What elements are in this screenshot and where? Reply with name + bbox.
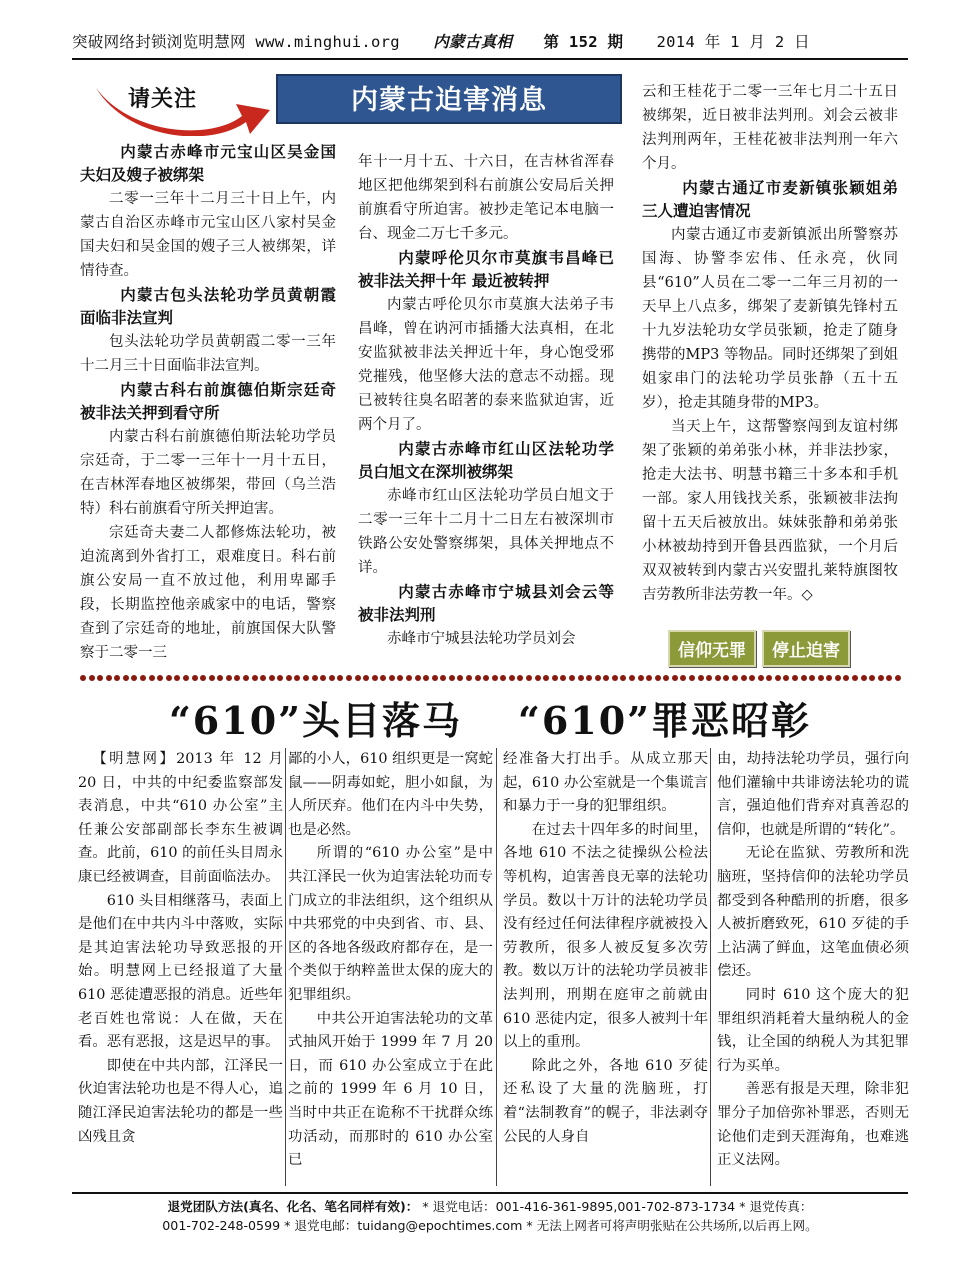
divider-dot bbox=[792, 675, 798, 681]
slogan-badges bbox=[668, 630, 850, 667]
divider-dot bbox=[869, 675, 875, 681]
divider-dot bbox=[663, 675, 669, 681]
divider-dot bbox=[629, 675, 635, 681]
header-date: 2014 年 1 月 2 日 bbox=[656, 33, 810, 51]
divider-dot bbox=[706, 675, 712, 681]
slogan-badge: 信仰无罪 bbox=[668, 630, 756, 667]
divider-dot bbox=[861, 675, 867, 681]
news-paragraph: 宗廷奇夫妻二人都修炼法轮功，被迫流离到外省打工，艰难度日。科右前旗公安局一直不放过他，利用卑鄙手段，长期监控他亲戚家中的电话，警察查到了宗廷奇的地址，前旗国保大队警察于二零一三 bbox=[80, 525, 336, 661]
divider-dot bbox=[294, 675, 300, 681]
divider-dot bbox=[303, 675, 309, 681]
divider-dot bbox=[775, 675, 781, 681]
headline-left: “610”头目落马 bbox=[168, 698, 462, 743]
news-paragraph: 当天上午，这帮警察闯到友谊村绑架了张颖的弟弟张小林，并非法抄家，抢走大法书、明慧书籍三十多本和手机一部。家人用钱找关系，张颖被非法拘留十五天后被放出。妹妹张静和弟弟张小林被劫持到开鲁县西监狱，一个月后双双被转到内蒙古兴安盟扎莱特旗图牧吉劳教所非法劳教一年。◇ bbox=[642, 419, 898, 603]
page-footer bbox=[72, 1192, 908, 1235]
column-divider bbox=[285, 748, 286, 1186]
divider-dot bbox=[475, 675, 481, 681]
divider-dot bbox=[389, 675, 395, 681]
divider-dot bbox=[466, 675, 472, 681]
column-divider bbox=[496, 748, 497, 1186]
news-paragraph: 内蒙古通辽市麦新镇派出所警察苏国海、协警李宏伟、任永亮，伙同县“610”人员在二零一二年三月初的一天早上八点多，绑架了麦新镇先锋村五十九岁法轮功女学员张颖，抢走了随身携带的MP3 等物品。同时还绑架了到姐姐家串门的法轮功学员张静（五十五岁），抢走其随身带的MP3。 bbox=[642, 227, 898, 411]
divider-dot bbox=[457, 675, 463, 681]
divider-dot bbox=[157, 675, 163, 681]
article-headline bbox=[72, 690, 908, 744]
divider-dot bbox=[500, 675, 506, 681]
article-paragraph: 善恶有报是天理，除非犯罪分子加倍弥补罪恶，否则无论他们走到天涯海角，也难逃正义法网。 bbox=[717, 1081, 909, 1169]
divider-dot bbox=[363, 675, 369, 681]
divider-dot bbox=[106, 675, 112, 681]
divider-dot bbox=[140, 675, 146, 681]
article-paragraph: 中共公开迫害法轮功的文革式抽风开始于 1999 年 7 月 20 日，而 610 办公室成立于在此之前的 1999 年 6 月 10 日，当时中共正在诡称不干扰群众练功活动，而那时的 610 办公室已 bbox=[288, 1010, 493, 1169]
footer-line-2: 001-702-248-0599 * 退党电邮：tuidang@epochtimes.com * 无法上网者可将声明张贴在公共场所,以后再上网。 bbox=[162, 1218, 818, 1233]
article-column-1 bbox=[78, 748, 283, 1149]
divider-dot bbox=[560, 675, 566, 681]
divider-dot bbox=[432, 675, 438, 681]
divider-dot bbox=[355, 675, 361, 681]
article-paragraph: 即使在中共内部，江泽民一伙迫害法轮功也是不得人心，追随江泽民迫害法轮功的都是一些凶残且贪 bbox=[78, 1057, 283, 1145]
divider-dot bbox=[569, 675, 575, 681]
news-paragraph: 赤峰市红山区法轮功学员白旭文于二零一三年十二月十二日左右被深圳市铁路公安处警察绑架，具体关押地点不详。 bbox=[358, 488, 614, 576]
article-paragraph: 【明慧网】2013 年 12 月 20 日，中共的中纪委监察部发表消息，中共“610 办公室”主任兼公安部副部长李东生被调查。此前，610 的前任头目周永康已经被调查，目前面临法办。 bbox=[78, 751, 283, 885]
divider-dot bbox=[114, 675, 120, 681]
divider-dot bbox=[217, 675, 223, 681]
article-column-3 bbox=[503, 748, 708, 1149]
header-issue: 第 152 期 bbox=[543, 33, 624, 51]
article-paragraph: 由，劫持法轮功学员，强行向他们灌输中共诽谤法轮功的谎言，强迫他们背弃对真善忍的信仰，也就是所谓的“转化”。 bbox=[717, 751, 909, 838]
headline-right: “610”罪恶昭彰 bbox=[518, 698, 812, 743]
news-column-1 bbox=[80, 140, 336, 665]
divider-dot bbox=[612, 675, 618, 681]
divider-dot bbox=[886, 675, 892, 681]
news-headline: 内蒙古包头法轮功学员黄朝霞面临非法宣判 bbox=[80, 286, 336, 327]
divider-dot bbox=[646, 675, 652, 681]
divider-dot bbox=[312, 675, 318, 681]
divider-dot bbox=[689, 675, 695, 681]
divider-dot bbox=[595, 675, 601, 681]
divider-dot bbox=[655, 675, 661, 681]
news-headline: 内蒙古赤峰市宁城县刘会云等被非法判刑 bbox=[358, 583, 614, 624]
divider-dot bbox=[243, 675, 249, 681]
divider-dot bbox=[346, 675, 352, 681]
divider-dot bbox=[89, 675, 95, 681]
divider-dot bbox=[843, 675, 849, 681]
news-paragraph: 年十一月十五、十六日，在吉林省浑春地区把他绑架到科右前旗公安局后关押前旗看守所迫害。被抄走笔记本电脑一台、现金二万七千多元。 bbox=[358, 154, 614, 242]
divider-dot bbox=[269, 675, 275, 681]
divider-dot bbox=[397, 675, 403, 681]
divider-dot bbox=[440, 675, 446, 681]
header-rule bbox=[72, 58, 908, 60]
header-edition: 内蒙古真相 bbox=[433, 33, 513, 51]
divider-dot bbox=[380, 675, 386, 681]
article-paragraph: 610 头目相继落马，表面上是他们在中共内斗中落败，实际是其迫害法轮功导致恶报的开始。明慧网上已经报道了大量 610 恶徒遭恶报的消息。近些年老百姓也常说：人在做，天在看。恶有恶报，这是迟早的事。 bbox=[78, 892, 283, 1051]
divider-dot bbox=[586, 675, 592, 681]
divider-dot bbox=[183, 675, 189, 681]
divider-dot bbox=[423, 675, 429, 681]
divider-dot bbox=[543, 675, 549, 681]
divider-dot bbox=[895, 675, 901, 681]
news-headline: 内蒙呼伦贝尔市莫旗韦昌峰已被非法关押十年 最近被转押 bbox=[358, 249, 614, 290]
divider-dot bbox=[192, 675, 198, 681]
divider-dot bbox=[209, 675, 215, 681]
divider-dot bbox=[826, 675, 832, 681]
news-headline: 内蒙古赤峰市元宝山区吴金国夫妇及嫂子被绑架 bbox=[80, 143, 336, 184]
divider-dot bbox=[80, 675, 86, 681]
divider-dot bbox=[758, 675, 764, 681]
news-column-2 bbox=[358, 150, 614, 651]
article-column-2 bbox=[288, 748, 493, 1173]
divider-dot bbox=[131, 675, 137, 681]
divider-dot bbox=[680, 675, 686, 681]
divider-dot bbox=[200, 675, 206, 681]
article-paragraph: 在过去十四年多的时间里，各地 610 不法之徒操纵公检法等机构，迫害善良无辜的法轮功学员。数以十万计的法轮功学员没有经过任何法律程序就被投入劳教所，很多人被反复多次劳教。数以万计的法轮功学员被非法判刑，刑期在庭审之前就由 610 恶徒内定，很多人被判十年以上的重刑。 bbox=[503, 821, 708, 1051]
footer-line-1 bbox=[72, 1197, 908, 1216]
article-paragraph: 鄙的小人，610 组织更是一窝蛇鼠——阴毒如蛇，胆小如鼠，为人所厌弃。他们在内斗中失势，也是必然。 bbox=[288, 751, 493, 838]
article-paragraph: 无论在监狱、劳教所和洗脑班，坚持信仰的法轮功学员都受到各种酷刑的折磨，很多人被折磨致死，610 歹徒的手上沾满了鲜血，这笔血债必须偿还。 bbox=[717, 845, 909, 980]
divider-dot bbox=[526, 675, 532, 681]
article-paragraph: 同时 610 这个庞大的犯罪组织消耗着大量纳税人的金钱，让全国的纳税人为其犯罪行为买单。 bbox=[717, 986, 909, 1074]
divider-dot bbox=[698, 675, 704, 681]
divider-dot bbox=[603, 675, 609, 681]
divider-dot bbox=[372, 675, 378, 681]
news-paragraph: 包头法轮功学员黄朝霞二零一三年十二月三十日面临非法宣判。 bbox=[80, 334, 336, 374]
divider-dot bbox=[252, 675, 258, 681]
attention-label: 请关注 bbox=[128, 87, 198, 112]
footer-phone: * 退党电话：001-416-361-9895,001-702-873-1734 bbox=[422, 1199, 736, 1214]
divider-dot bbox=[406, 675, 412, 681]
column-divider bbox=[710, 748, 711, 1186]
divider-dot bbox=[535, 675, 541, 681]
divider-dot bbox=[329, 675, 335, 681]
article-paragraph: 经准备大打出手。从成立那天起，610 办公室就是一个集谎言和暴力于一身的犯罪组织。 bbox=[503, 751, 708, 815]
divider-dot bbox=[801, 675, 807, 681]
news-headline: 内蒙古赤峰市红山区法轮功学员白旭文在深圳被绑架 bbox=[358, 440, 614, 481]
divider-dot bbox=[783, 675, 789, 681]
divider-dot bbox=[174, 675, 180, 681]
divider-dot bbox=[277, 675, 283, 681]
divider-dot bbox=[809, 675, 815, 681]
divider-dot bbox=[449, 675, 455, 681]
divider-dot bbox=[766, 675, 772, 681]
news-paragraph: 内蒙古呼伦贝尔市莫旗大法弟子韦昌峰，曾在讷河市插播大法真相，在北安监狱被非法关押近十年，身心饱受邪党摧残，他坚修大法的意志不动摇。现已被转往臭名昭著的泰来监狱迫害，近两个月了。 bbox=[358, 297, 614, 433]
slogan-badge: 停止迫害 bbox=[762, 630, 850, 667]
divider-dot bbox=[320, 675, 326, 681]
footer-fax-label: * 退党传真： bbox=[739, 1199, 813, 1214]
divider-dot bbox=[638, 675, 644, 681]
news-paragraph: 云和王桂花于二零一三年七月二十五日被绑架，近日被非法判刑。刘会云被非法判刑两年，王桂花被非法判刑一年六个月。 bbox=[642, 84, 898, 172]
divider-dot bbox=[286, 675, 292, 681]
divider-dot bbox=[749, 675, 755, 681]
header-site: 突破网络封锁浏览明慧网 www.minghui.org bbox=[72, 33, 400, 51]
news-paragraph: 内蒙古科右前旗德伯斯法轮功学员宗廷奇，于二零一三年十一月十五日，在吉林浑春地区被绑架，带回（乌兰浩特）科右前旗看守所关押迫害。 bbox=[80, 429, 336, 517]
news-column-3 bbox=[642, 80, 898, 607]
divider-dot bbox=[97, 675, 103, 681]
divider-dot bbox=[483, 675, 489, 681]
divider-dot bbox=[517, 675, 523, 681]
divider-dot bbox=[578, 675, 584, 681]
divider-dot bbox=[260, 675, 266, 681]
divider-dot bbox=[723, 675, 729, 681]
divider-dot bbox=[166, 675, 172, 681]
article-column-4 bbox=[717, 748, 909, 1173]
divider-dot bbox=[509, 675, 515, 681]
page-header bbox=[72, 30, 908, 52]
divider-dot bbox=[835, 675, 841, 681]
divider-dot bbox=[123, 675, 129, 681]
divider-dot bbox=[552, 675, 558, 681]
dotted-divider bbox=[80, 674, 902, 682]
divider-dot bbox=[492, 675, 498, 681]
divider-dot bbox=[337, 675, 343, 681]
divider-dot bbox=[732, 675, 738, 681]
divider-dot bbox=[620, 675, 626, 681]
divider-dot bbox=[226, 675, 232, 681]
news-headline: 内蒙古通辽市麦新镇张颖姐弟三人遭迫害情况 bbox=[642, 179, 898, 220]
article-paragraph: 所谓的“610 办公室”是中共江泽民一伙为迫害法轮功而专门成立的非法组织，这个组织从中共邪党的中央到省、市、县、区的各地各级政府都存在，是一个类似于纳粹盖世太保的庞大的犯罪组织。 bbox=[288, 845, 493, 1003]
divider-dot bbox=[415, 675, 421, 681]
news-paragraph: 赤峰市宁城县法轮功学员刘会 bbox=[387, 631, 576, 647]
divider-dot bbox=[878, 675, 884, 681]
divider-dot bbox=[741, 675, 747, 681]
article-paragraph: 除此之外，各地 610 歹徒还私设了大量的洗脑班，打着“法制教育”的幌子，非法剥夺公民的人身自 bbox=[503, 1057, 708, 1145]
section-title-banner: 内蒙古迫害消息 bbox=[276, 74, 622, 124]
footer-method-label: 退党团队方法(真名、化名、笔名同样有效)： bbox=[167, 1199, 419, 1214]
divider-dot bbox=[818, 675, 824, 681]
divider-dot bbox=[234, 675, 240, 681]
divider-dot bbox=[149, 675, 155, 681]
divider-dot bbox=[852, 675, 858, 681]
divider-dot bbox=[672, 675, 678, 681]
news-paragraph: 二零一三年十二月三十日上午，内蒙古自治区赤峰市元宝山区八家村吴金国夫妇和吴金国的嫂子三人被绑架，详情待查。 bbox=[80, 191, 336, 279]
divider-dot bbox=[715, 675, 721, 681]
news-headline: 内蒙古科右前旗德伯斯宗廷奇被非法关押到看守所 bbox=[80, 381, 336, 422]
